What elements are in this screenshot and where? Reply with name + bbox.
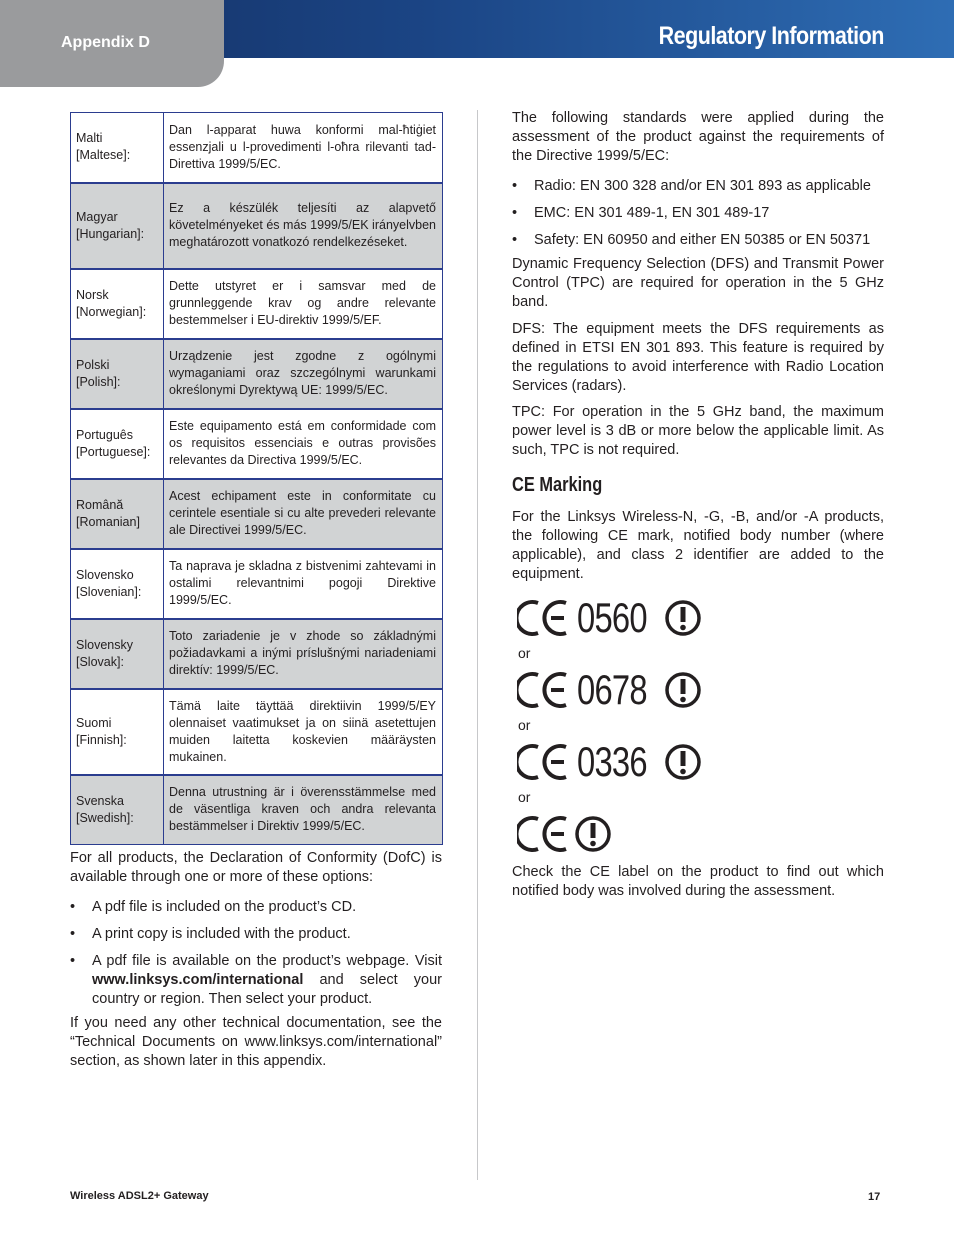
language-name: Norsk [76,287,109,302]
language-native: [Hungarian]: [76,226,145,241]
table-row [71,689,443,775]
language-name: Magyar [76,209,118,224]
language-native: [Polish]: [76,374,121,389]
linksys-international-link[interactable]: www.linksys.com/international [92,972,304,988]
list-item [70,898,442,917]
tpc-paragraph: TPC: For operation in the 5 GHz band, the maximum power level is 3 dB or more below the applicable limit. As such, TPC is not required. [512,404,884,458]
ce-mark-row [517,668,703,712]
language-cell [71,113,164,183]
statement-cell: Acest echipament este in conformitate cu cerintele esentiale si cu alte prevederi relevante ale Directivei 1999/5/EC. [164,479,443,549]
or-label: or [518,717,531,733]
class2-alert-icon [663,670,703,710]
list-item-text: Safety: EN 60950 and either EN 50385 or EN 50371 [534,232,871,248]
dfs-paragraph: DFS: The equipment meets the DFS requirements as defined in ETSI EN 301 893. This feature is required by the regulations to avoid interference with Radio Location Services (radars). [512,321,884,394]
list-item-text: EMC: EN 301 489-1, EN 301 489-17 [534,205,770,221]
statement-cell: Ez a készülék teljesíti az alapvető követelményeket és más 1999/5/EK irányelvben meghatározott vonatkozó rendelkezéseket. [164,183,443,269]
technical-docs-note: If you need any other technical documentation, see the “Technical Documents on www.linksys.com/international” section, as shown later in this appendix. [70,1015,442,1069]
table-row [71,183,443,269]
ce-intro: For the Linksys Wireless-N, -G, -B, and/or -A products, the following CE mark, notified body number (where applicable), and class 2 identifier are added to the equipment. [512,509,884,582]
statement-cell: Denna utrustning är i överensstämmelse med de väsentliga kraven och andra relevanta bestämmelser i Direktiv 1999/5/EC. [164,775,443,845]
class2-alert-icon [573,814,613,854]
language-declaration-table [70,112,443,845]
language-name: Suomi [76,715,112,730]
ce-marking-heading: CE Marking [512,474,603,496]
language-name: Svenska [76,793,124,808]
ce-mark-row [517,740,703,784]
statement-cell: Este equipamento está em conformidade com os requisitos essenciais e outras provisões relevantes da Directiva 1999/5/EC. [164,409,443,479]
statement-cell: Ta naprava je skladna z bistvenimi zahtevami in ostalimi relevantnimi pogoji Direktive 1999/5/EC. [164,549,443,619]
column-divider [477,110,478,1180]
language-native: [Maltese]: [76,148,131,163]
language-native: [Slovenian]: [76,584,142,599]
class2-alert-icon [663,742,703,782]
table-row [71,113,443,183]
language-native: [Swedish]: [76,810,134,825]
appendix-label: Appendix D [61,34,150,51]
ce-mark-icon [517,740,569,784]
list-item [512,231,884,250]
bullet-icon: • [512,232,518,248]
language-name: Română [76,497,124,512]
language-cell [71,339,164,409]
bullet-text-pre: A pdf file is available on the product’s webpage. Visit [92,953,442,969]
statement-cell: Dan l-apparat huwa konformi mal-ħtiġiet essenzjali u l-provedimenti l-oħra rilevanti tad-Direttiva 1999/5/EC. [164,113,443,183]
ce-check-note: Check the CE label on the product to find out which notified body was involved during the assessment. [512,864,884,899]
list-item-text [70,952,442,1009]
language-native: [Finnish]: [76,732,127,747]
ce-mark-row [517,812,613,856]
list-item-text: A print copy is included with the product. [92,926,351,942]
footer-page-number: 17 [868,1191,881,1203]
list-item-text: Radio: EN 300 328 and/or EN 301 893 as applicable [534,178,871,194]
or-label: or [518,645,531,661]
notified-body-number: 0336 [577,738,647,785]
language-name: Malti [76,131,103,146]
appendix-tab [0,0,224,87]
table-row [71,269,443,339]
table-row [71,409,443,479]
bullet-icon: • [70,926,76,942]
footer-product-name: Wireless ADSL2+ Gateway [70,1190,209,1202]
class2-alert-icon [663,598,703,638]
language-cell [71,619,164,689]
language-name: Polski [76,357,110,372]
language-name: Slovensky [76,637,133,652]
language-name: Slovensko [76,567,134,582]
page-title: Regulatory Information [658,22,884,50]
language-native: [Slovak]: [76,654,124,669]
ce-mark-icon [517,812,569,856]
language-cell [71,479,164,549]
list-item [70,925,442,944]
language-native: [Portuguese]: [76,444,151,459]
table-row [71,479,443,549]
language-cell [71,689,164,775]
language-name: Português [76,427,133,442]
notified-body-number: 0678 [577,666,647,713]
list-item-text: A pdf file is included on the product’s CD. [92,899,357,915]
language-cell [71,183,164,269]
language-cell [71,409,164,479]
bullet-text-post: and select your country or region. Then select your product. [92,972,442,1007]
bullet-icon: • [512,178,518,194]
table-row [71,549,443,619]
language-native: [Norwegian]: [76,304,147,319]
ce-mark-icon [517,668,569,712]
language-native: [Romanian] [76,514,140,529]
dofc-intro: For all products, the Declaration of Conformity (DofC) is available through one or more of these options: [70,850,442,885]
bullet-icon: • [70,899,76,915]
notified-body-number: 0560 [577,594,647,641]
statement-cell: Toto zariadenie je v zhode so základnými požiadavkami a inými príslušnými nariadeniami direktív: 1999/5/EC. [164,619,443,689]
list-item [512,177,884,196]
statement-cell: Urządzenie jest zgodne z ogólnymi wymaganiami oraz szczególnymi warunkami określonymi Dyrektywą UE: 1999/5/EC. [164,339,443,409]
ce-mark-icon [517,596,569,640]
list-item [512,204,884,223]
statement-cell: Tämä laite täyttää direktiivin 1999/5/EY olennaiset vaatimukset ja on siinä asetettujen muiden laitetta koskevien määräysten mukainen. [164,689,443,775]
ce-mark-row [517,596,703,640]
bullet-icon: • [512,205,518,221]
language-cell [71,549,164,619]
table-row [71,619,443,689]
or-label: or [518,789,531,805]
language-cell [71,269,164,339]
table-row [71,775,443,845]
bullet-icon: • [70,953,76,969]
table-row [71,339,443,409]
statement-cell: Dette utstyret er i samsvar med de grunnleggende krav og andre relevante bestemmelser i EU-direktiv 1999/5/EF. [164,269,443,339]
standards-intro: The following standards were applied during the assessment of the product against the requirements of the Directive 1999/5/EC: [512,110,884,164]
dfs-tpc-paragraph: Dynamic Frequency Selection (DFS) and Transmit Power Control (TPC) are required for operation in the 5 GHz band. [512,256,884,310]
language-cell [71,775,164,845]
list-item [70,952,442,1009]
